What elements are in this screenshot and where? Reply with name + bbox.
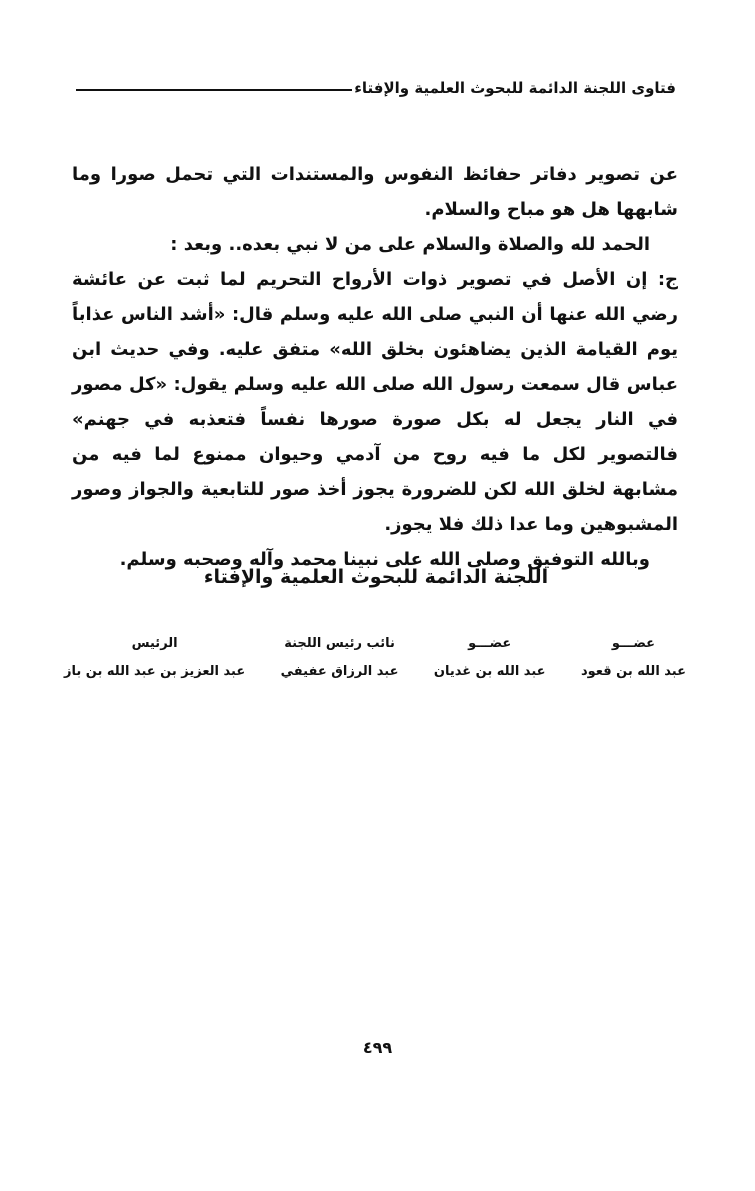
question-paragraph: عن تصوير دفاتر حفائظ النفوس والمستندات التي تحمل صورا وما شابهها هل هو مباح والسلام. (72, 164, 678, 220)
signatory (281, 636, 399, 679)
closing-paragraph: وبالله التوفيق وصلى الله على نبينا محمد وآله وصحبه وسلم. (119, 549, 650, 570)
signatory (434, 636, 546, 679)
signatory (581, 636, 686, 679)
signatory-name: عبد الله بن قعود (580, 664, 686, 679)
signatory-name: عبد العزيز بن عبد الله بن باز (64, 664, 246, 679)
fatwa-body (72, 157, 678, 577)
answer-paragraph: ج: إن الأصل في تصوير ذوات الأرواح التحريم لما ثبت عن عائشة رضي الله عنها أن النبي صلى الله عليه وسلم قال: «أشد الناس عذاباً يوم القيامة الذين يضاهئون بخلق الله» متفق عليه. وفي حديث ابن عباس قال سمعت رسول الله صلى الله عليه وسلم يقول: «كل مصور في النار يجعل له بكل صورة صورها نفساً فتعذبه في جهنم» فالتصوير لكل ما فيه روح من آدمي وحيوان ممنوع لما فيه من مشابهة لخلق الله لكن للضرورة يجوز أخذ صور للتابعية والجواز وصور المشبوهين وما عدا ذلك فلا يجوز. (72, 269, 678, 535)
committee-name: اللجنة الدائمة للبحوث العلمية والإفتاء (203, 566, 549, 588)
signatory-name: عبد الله بن غديان (433, 664, 546, 679)
signatory-role: نائب رئيس اللجنة (284, 636, 395, 651)
header-rule (76, 89, 352, 91)
signatory-role: الرئيس (131, 636, 178, 651)
running-header (76, 74, 676, 102)
signatories-row (64, 636, 686, 679)
page-number: ٤٩٩ (362, 1038, 393, 1057)
signatory-role: عضـــو (468, 636, 512, 651)
signatory (64, 636, 245, 679)
opening-paragraph: الحمد لله والصلاة والسلام على من لا نبي بعده.. وبعد : (170, 234, 650, 255)
running-header-title: فتاوى اللجنة الدائمة للبحوث العلمية والإفتاء (354, 79, 676, 97)
signatory-role: عضـــو (611, 636, 656, 651)
signatory-name: عبد الرزاق عفيفي (280, 664, 399, 679)
